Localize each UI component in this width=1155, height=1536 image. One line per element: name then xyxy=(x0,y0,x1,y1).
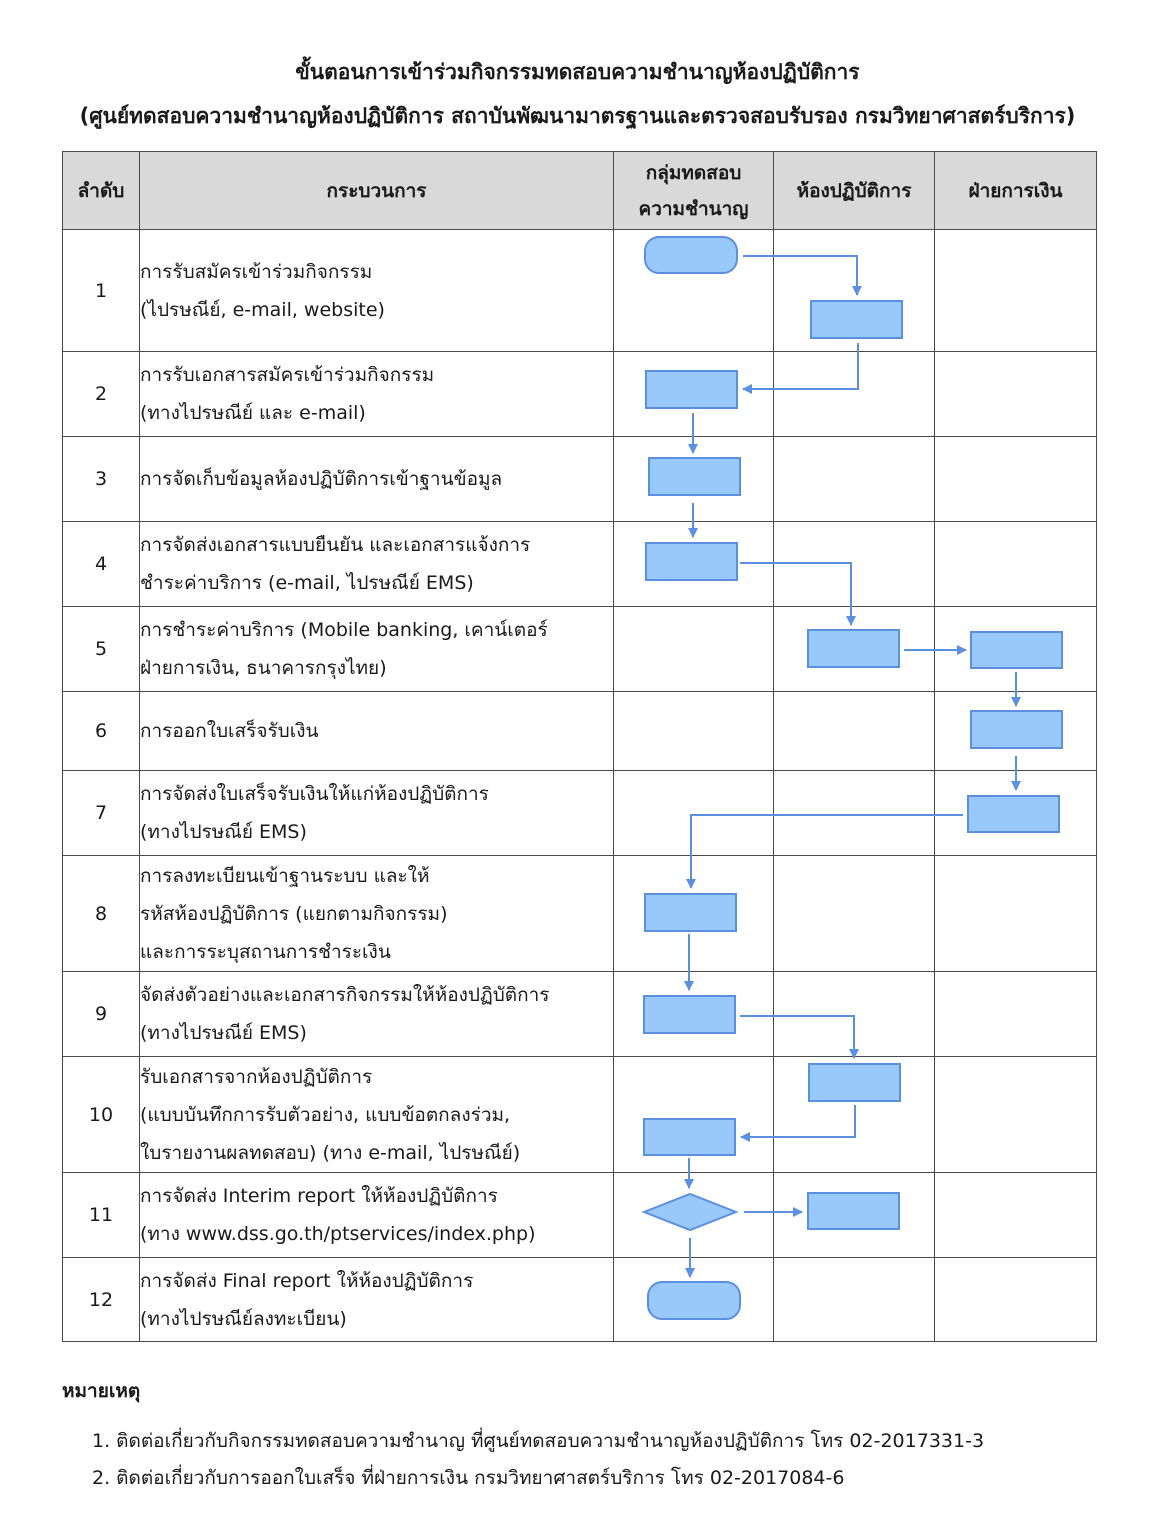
lane-laboratory xyxy=(774,1258,935,1342)
row-number: 1 xyxy=(63,230,140,352)
table-row xyxy=(63,230,1097,352)
lane-pt-group xyxy=(614,771,774,856)
row-process xyxy=(140,437,614,522)
lane-laboratory xyxy=(774,607,935,692)
header-pt-group xyxy=(614,152,774,230)
process-line: (ทางไปรษณีย์ลงทะเบียน) xyxy=(140,1307,347,1330)
process-line: (ไปรษณีย์, e-mail, website) xyxy=(140,298,385,321)
process-line: (ทางไปรษณีย์ EMS) xyxy=(140,1022,307,1044)
table-header-row xyxy=(63,152,1097,230)
row-process xyxy=(140,771,614,856)
lane-pt-group xyxy=(614,692,774,771)
document-title: ขั้นตอนการเข้าร่วมกิจกรรมทดสอบความชำนาญห้องปฏิบัติการ xyxy=(295,60,860,84)
table-row xyxy=(63,607,1097,692)
row-process xyxy=(140,856,614,972)
lane-finance xyxy=(935,972,1097,1057)
process-line: การลงทะเบียนเข้าฐานระบบ และให้ xyxy=(140,864,430,887)
lane-pt-group xyxy=(614,972,774,1057)
lane-laboratory xyxy=(774,352,935,437)
lane-finance xyxy=(935,1258,1097,1342)
lane-laboratory xyxy=(774,856,935,972)
header-laboratory: ห้องปฏิบัติการ xyxy=(774,152,935,230)
document-subtitle: (ศูนย์ทดสอบความชำนาญห้องปฏิบัติการ สถาบันพัฒนามาตรฐานและตรวจสอบรับรอง กรมวิทยาศาสตร์บริการ) xyxy=(79,104,1076,128)
process-line: (ทางไปรษณีย์ EMS) xyxy=(140,821,307,843)
table-row xyxy=(63,1173,1097,1258)
process-line: และการระบุสถานการชำระเงิน xyxy=(140,940,391,963)
lane-pt-group xyxy=(614,1258,774,1342)
lane-finance xyxy=(935,352,1097,437)
row-number: 10 xyxy=(63,1057,140,1173)
header-pt-group-line2: ความชำนาญ xyxy=(638,197,749,220)
row-number: 12 xyxy=(63,1258,140,1342)
row-number: 9 xyxy=(63,972,140,1057)
row-process xyxy=(140,1057,614,1173)
process-line: จัดส่งตัวอย่างและเอกสารกิจกรรมให้ห้องปฏิบัติการ xyxy=(140,984,550,1006)
lane-finance xyxy=(935,230,1097,352)
row-number: 5 xyxy=(63,607,140,692)
row-number: 6 xyxy=(63,692,140,771)
table-row xyxy=(63,352,1097,437)
process-line: การรับสมัครเข้าร่วมกิจกรรม xyxy=(140,260,373,283)
row-number: 8 xyxy=(63,856,140,972)
process-flow-table xyxy=(62,151,1097,1342)
process-line: การจัดส่งใบเสร็จรับเงินให้แก่ห้องปฏิบัติการ xyxy=(140,783,489,805)
header-pt-group-line1: กลุ่มทดสอบ xyxy=(645,161,742,184)
table-row xyxy=(63,692,1097,771)
lane-pt-group xyxy=(614,352,774,437)
table-row xyxy=(63,437,1097,522)
process-line: (แบบบันทึกการรับตัวอย่าง, แบบข้อตกลงร่วม, xyxy=(140,1103,511,1126)
process-line: ชำระค่าบริการ (e-mail, ไปรษณีย์ EMS) xyxy=(140,572,474,594)
process-line: การจัดส่ง Final report ให้ห้องปฏิบัติการ xyxy=(140,1269,474,1292)
lane-laboratory xyxy=(774,771,935,856)
lane-pt-group xyxy=(614,230,774,352)
note-item: 2. ติดต่อเกี่ยวกับการออกใบเสร็จ ที่ฝ่ายการเงิน กรมวิทยาศาสตร์บริการ โทร 02-2017084-6 xyxy=(92,1467,845,1489)
table-row xyxy=(63,972,1097,1057)
lane-finance xyxy=(935,522,1097,607)
process-line: รหัสห้องปฏิบัติการ (แยกตามกิจกรรม) xyxy=(140,902,448,925)
row-process xyxy=(140,230,614,352)
lane-laboratory xyxy=(774,230,935,352)
lane-pt-group xyxy=(614,1173,774,1258)
row-process xyxy=(140,972,614,1057)
header-order: ลำดับ xyxy=(63,152,140,230)
lane-finance xyxy=(935,1057,1097,1173)
process-line: (ทางไปรษณีย์ และ e-mail) xyxy=(140,402,366,424)
process-line: การรับเอกสารสมัครเข้าร่วมกิจกรรม xyxy=(140,364,435,386)
lane-pt-group xyxy=(614,856,774,972)
lane-finance xyxy=(935,437,1097,522)
table-row xyxy=(63,856,1097,972)
header-process: กระบวนการ xyxy=(140,152,614,230)
row-number: 3 xyxy=(63,437,140,522)
row-process xyxy=(140,1173,614,1258)
lane-laboratory xyxy=(774,1057,935,1173)
table-row xyxy=(63,1057,1097,1173)
lane-laboratory xyxy=(774,972,935,1057)
process-line: การจัดเก็บข้อมูลห้องปฏิบัติการเข้าฐานข้อมูล xyxy=(140,468,503,490)
lane-finance xyxy=(935,692,1097,771)
table-row xyxy=(63,771,1097,856)
lane-laboratory xyxy=(774,522,935,607)
process-line: การจัดส่ง Interim report ให้ห้องปฏิบัติการ xyxy=(140,1185,498,1207)
note-item: 1. ติดต่อเกี่ยวกับกิจกรรมทดสอบความชำนาญ ที่ศูนย์ทดสอบความชำนาญห้องปฏิบัติการ โทร 02-2017331-3 xyxy=(92,1430,985,1452)
lane-laboratory xyxy=(774,692,935,771)
process-line: การจัดส่งเอกสารแบบยืนยัน และเอกสารแจ้งการ xyxy=(140,534,531,556)
lane-pt-group xyxy=(614,437,774,522)
row-number: 7 xyxy=(63,771,140,856)
process-line: ฝ่ายการเงิน, ธนาคารกรุงไทย) xyxy=(140,657,387,679)
lane-finance xyxy=(935,1173,1097,1258)
row-process xyxy=(140,607,614,692)
row-process xyxy=(140,692,614,771)
process-line: รับเอกสารจากห้องปฏิบัติการ xyxy=(140,1065,373,1088)
process-line: การชำระค่าบริการ (Mobile banking, เคาน์เตอร์ xyxy=(140,619,548,641)
row-process xyxy=(140,522,614,607)
header-finance: ฝ่ายการเงิน xyxy=(935,152,1097,230)
lane-pt-group xyxy=(614,1057,774,1173)
lane-pt-group xyxy=(614,607,774,692)
lane-finance xyxy=(935,607,1097,692)
lane-finance xyxy=(935,771,1097,856)
table-row xyxy=(63,1258,1097,1342)
notes-heading: หมายเหตุ xyxy=(62,1380,141,1402)
table-row xyxy=(63,522,1097,607)
row-number: 2 xyxy=(63,352,140,437)
process-line: การออกใบเสร็จรับเงิน xyxy=(140,720,319,742)
row-number: 11 xyxy=(63,1173,140,1258)
lane-laboratory xyxy=(774,437,935,522)
lane-laboratory xyxy=(774,1173,935,1258)
lane-pt-group xyxy=(614,522,774,607)
process-line: (ทาง www.dss.go.th/ptservices/index.php) xyxy=(140,1223,536,1245)
row-process xyxy=(140,1258,614,1342)
row-process xyxy=(140,352,614,437)
row-number: 4 xyxy=(63,522,140,607)
lane-finance xyxy=(935,856,1097,972)
process-line: ใบรายงานผลทดสอบ) (ทาง e-mail, ไปรษณีย์) xyxy=(140,1141,521,1164)
